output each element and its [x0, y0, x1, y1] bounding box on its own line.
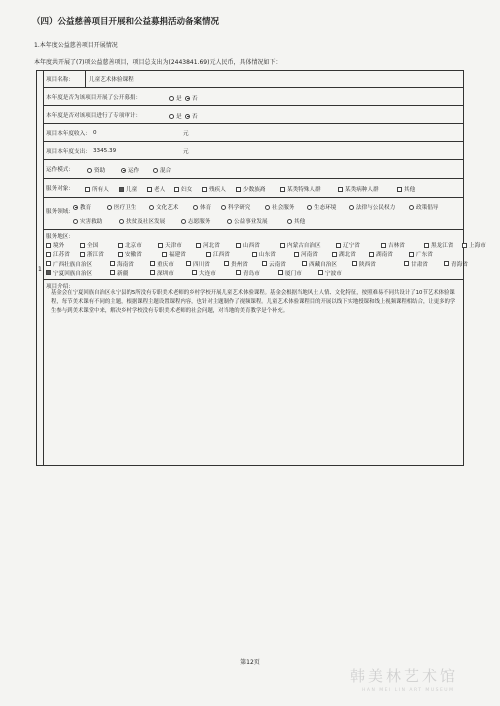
- field-radio[interactable]: [193, 205, 198, 210]
- region-checkbox[interactable]: [369, 252, 374, 257]
- public-fundraising-yes-radio[interactable]: [169, 96, 174, 101]
- region-option[interactable]: [118, 241, 142, 249]
- region-label: 青岛市: [243, 270, 260, 277]
- field-option[interactable]: 法律与公民权力: [349, 203, 395, 211]
- project-name-value: 儿童艺术体验课程: [89, 77, 134, 83]
- field-option[interactable]: 社会服务: [265, 203, 294, 211]
- region-checkbox[interactable]: [280, 243, 285, 248]
- region-option[interactable]: [236, 241, 260, 249]
- region-label: 江西省: [213, 252, 230, 259]
- field-option[interactable]: 科学研究: [221, 203, 250, 211]
- region-label: 天津市: [165, 243, 182, 249]
- region-option[interactable]: [236, 269, 260, 277]
- region-option[interactable]: [46, 250, 70, 258]
- region-line: [46, 240, 486, 249]
- region-checkbox[interactable]: [352, 261, 357, 266]
- field-radio[interactable]: [349, 205, 354, 210]
- region-label: 辽宁省: [343, 243, 360, 249]
- region-checkbox[interactable]: [110, 270, 115, 275]
- region-label: 黑龙江省: [431, 243, 454, 249]
- region-checkbox[interactable]: [196, 243, 201, 248]
- region-option[interactable]: [332, 250, 356, 258]
- target-option[interactable]: 所有人: [85, 185, 109, 193]
- region-label: 甘肃省: [411, 261, 428, 268]
- target-option[interactable]: 老人: [147, 185, 165, 193]
- region-checkbox[interactable]: [444, 261, 449, 266]
- operation-mode-mixed[interactable]: 混合: [153, 166, 171, 174]
- region-label: 西藏自治区: [309, 261, 337, 268]
- operation-mode-operate[interactable]: 运作: [121, 166, 139, 174]
- region-label: 厦门市: [285, 270, 302, 277]
- operation-mode-row: [43, 160, 463, 179]
- region-label: 新疆: [117, 270, 129, 277]
- row-index: 1: [38, 266, 42, 273]
- region-label: 江苏省: [53, 252, 70, 259]
- region-checkbox[interactable]: [158, 243, 163, 248]
- project-name-label: 项目名称：: [46, 77, 74, 83]
- public-fundraising-no[interactable]: 否: [185, 94, 198, 102]
- field-radio[interactable]: [73, 205, 78, 210]
- income-label: 项目本年度收入：: [46, 130, 91, 137]
- region-checkbox[interactable]: [150, 270, 155, 275]
- region-option[interactable]: [118, 250, 142, 258]
- region-label: 安徽省: [125, 252, 142, 259]
- target-option[interactable]: 其他: [397, 185, 415, 193]
- field-option[interactable]: 文化艺术: [149, 203, 178, 211]
- region-option[interactable]: [110, 260, 134, 268]
- target-option[interactable]: 少数族裔: [236, 185, 265, 193]
- region-checkbox[interactable]: [46, 252, 51, 257]
- public-fundraising-row: [43, 88, 463, 106]
- region-label: 上海市: [469, 243, 486, 249]
- region-option[interactable]: [409, 250, 433, 258]
- region-label: 贵州省: [231, 261, 248, 268]
- region-label: 全国: [87, 243, 99, 249]
- target-checkbox[interactable]: [338, 187, 343, 192]
- project-intro-label: 项目介绍：: [46, 284, 74, 290]
- income-unit: 元: [183, 130, 189, 137]
- expense-label: 项目本年度支出：: [46, 148, 91, 155]
- region-option[interactable]: [196, 241, 220, 249]
- operation-mode-fund-radio[interactable]: [87, 168, 92, 173]
- region-checkbox[interactable]: [236, 243, 241, 248]
- field-radio[interactable]: [227, 219, 232, 224]
- region-checkbox[interactable]: [462, 243, 467, 248]
- region-checkbox[interactable]: [80, 243, 85, 248]
- region-label: 广东省: [416, 252, 433, 259]
- region-option[interactable]: [224, 260, 248, 268]
- special-audit-no[interactable]: 否: [185, 112, 198, 120]
- region-label: 境外: [53, 243, 65, 249]
- region-label: 大连市: [199, 270, 216, 277]
- region-checkbox[interactable]: [150, 261, 155, 266]
- region-option[interactable]: [302, 260, 337, 268]
- watermark-logo: 韩美林艺术馆: [350, 667, 459, 685]
- region-option[interactable]: [186, 260, 210, 268]
- special-audit-row: [43, 106, 463, 124]
- service-region-label: 服务地区：: [46, 234, 74, 240]
- region-checkbox[interactable]: [262, 261, 267, 266]
- region-option[interactable]: [278, 269, 302, 277]
- target-option[interactable]: 残疾人: [202, 185, 226, 193]
- region-label: 陕西省: [359, 261, 376, 268]
- region-label: 福建省: [169, 252, 186, 259]
- region-label: 宁夏回族自治区: [53, 270, 93, 277]
- intro-sentence: 本年度共开展了(7)项公益慈善项目，项目总支出为(2443841.69)元人民币，具体情况如下：: [34, 59, 282, 66]
- target-option[interactable]: 儿童: [119, 185, 137, 193]
- field-radio[interactable]: [149, 205, 154, 210]
- region-label: 重庆市: [157, 261, 174, 268]
- region-checkbox[interactable]: [278, 270, 283, 275]
- service-field-row: [43, 198, 463, 230]
- region-option[interactable]: [294, 250, 318, 258]
- operation-mode-label: 运作模式：: [46, 167, 74, 173]
- field-option[interactable]: 医疗卫生: [107, 203, 136, 211]
- region-checkbox[interactable]: [118, 252, 123, 257]
- region-option[interactable]: [46, 269, 92, 277]
- expense-value: 3345.39: [93, 147, 117, 154]
- region-checkbox[interactable]: [118, 243, 123, 248]
- region-label: 浙江省: [87, 252, 104, 259]
- region-option[interactable]: [444, 260, 468, 268]
- region-option[interactable]: [404, 260, 428, 268]
- region-checkbox[interactable]: [186, 261, 191, 266]
- public-fundraising-no-radio[interactable]: [185, 96, 190, 101]
- field-option[interactable]: 生态环境: [307, 203, 336, 211]
- project-table: [36, 70, 486, 466]
- special-audit-yes[interactable]: 是: [169, 112, 182, 120]
- target-checkbox[interactable]: [236, 187, 241, 192]
- field-radio[interactable]: [287, 219, 292, 224]
- target-checkbox[interactable]: [280, 187, 285, 192]
- region-checkbox[interactable]: [381, 243, 386, 248]
- target-checkbox[interactable]: [85, 187, 90, 192]
- target-checkbox[interactable]: [147, 187, 152, 192]
- region-option[interactable]: [369, 250, 393, 258]
- region-option[interactable]: [206, 250, 230, 258]
- income-row: [43, 124, 463, 142]
- region-checkbox[interactable]: [424, 243, 429, 248]
- region-label: 海南省: [117, 261, 134, 268]
- region-checkbox[interactable]: [46, 243, 51, 248]
- field-radio[interactable]: [119, 219, 124, 224]
- region-option[interactable]: [424, 241, 453, 249]
- subsection-title: 1.本年度公益慈善项目开展情况: [34, 42, 118, 49]
- region-checkbox[interactable]: [110, 261, 115, 266]
- region-option[interactable]: [162, 250, 186, 258]
- target-checkbox[interactable]: [202, 187, 207, 192]
- target-option[interactable]: 某类病种人群: [338, 185, 379, 193]
- region-option[interactable]: [462, 241, 486, 249]
- region-checkbox[interactable]: [252, 252, 257, 257]
- region-checkbox[interactable]: [318, 270, 323, 275]
- service-target-label: 服务对象：: [46, 186, 74, 192]
- region-label: 北京市: [125, 243, 142, 249]
- target-checkbox[interactable]: [174, 187, 179, 192]
- region-checkbox[interactable]: [162, 252, 167, 257]
- region-checkbox[interactable]: [46, 270, 51, 275]
- region-option[interactable]: [262, 260, 286, 268]
- region-checkbox[interactable]: [336, 243, 341, 248]
- field-radio[interactable]: [265, 205, 270, 210]
- operation-mode-fund[interactable]: 资助: [87, 166, 105, 174]
- public-fundraising-yes[interactable]: 是: [169, 94, 182, 102]
- region-option[interactable]: [80, 250, 104, 258]
- region-label: 深圳市: [157, 270, 174, 277]
- target-checkbox[interactable]: [397, 187, 402, 192]
- region-checkbox[interactable]: [409, 252, 414, 257]
- region-grid: [46, 240, 486, 277]
- region-checkbox[interactable]: [192, 270, 197, 275]
- service-target-row: [43, 179, 463, 198]
- service-region-row: [43, 230, 486, 280]
- field-option[interactable]: 教育: [73, 203, 91, 211]
- region-checkbox[interactable]: [46, 261, 51, 266]
- project-intro-text: 基金会在宁夏回族自治区永宁县的5所没有专职美术老师的乡村学校开展儿童艺术体验课程。基金会根据当地风土人情、文化特征，按照难易不同共设计了10节艺术体验课程，每节美术课有不同的主题，根据课程主题设置课程内容，也针对主题制作了视频课程。儿童艺术体验课程目的开展以线下实地授课和线上视频课程相结合，让更多的学生参与到美术课堂中来，解决乡村学校没有专职美术老师的社会问题，对当地的美育教学是个补充。: [51, 290, 456, 314]
- region-option[interactable]: [46, 260, 92, 268]
- page-number: 第12页: [240, 659, 260, 666]
- target-checkbox[interactable]: [119, 187, 124, 192]
- region-option[interactable]: [352, 260, 376, 268]
- region-label: 内蒙古自治区: [287, 243, 321, 249]
- special-audit-yes-radio[interactable]: [169, 114, 174, 119]
- region-option[interactable]: [252, 250, 276, 258]
- region-line: [46, 268, 460, 277]
- region-line: [46, 259, 468, 268]
- region-checkbox[interactable]: [80, 252, 85, 257]
- field-option[interactable]: 灾害救助: [73, 217, 102, 225]
- field-radio[interactable]: [307, 205, 312, 210]
- operation-mode-mixed-radio[interactable]: [153, 168, 158, 173]
- section-title: （四）公益慈善项目开展和公益募捐活动备案情况: [32, 17, 220, 27]
- field-radio[interactable]: [107, 205, 112, 210]
- field-option[interactable]: 其他: [287, 217, 305, 225]
- region-label: 四川省: [193, 261, 210, 268]
- project-intro-row: [43, 280, 463, 467]
- target-option[interactable]: 某类特殊人群: [280, 185, 321, 193]
- region-checkbox[interactable]: [206, 252, 211, 257]
- region-option[interactable]: [336, 241, 360, 249]
- region-checkbox[interactable]: [332, 252, 337, 257]
- operation-mode-operate-radio[interactable]: [121, 168, 126, 173]
- region-checkbox[interactable]: [404, 261, 409, 266]
- public-fundraising-label: 本年度是否为该项目开展了公开募捐：: [46, 94, 142, 101]
- region-label: 湖南省: [376, 252, 393, 259]
- field-option[interactable]: 政策倡导: [409, 203, 438, 211]
- region-option[interactable]: [110, 269, 128, 277]
- target-option[interactable]: 妇女: [174, 185, 192, 193]
- region-checkbox[interactable]: [224, 261, 229, 266]
- region-option[interactable]: [192, 269, 216, 277]
- region-label: 广西壮族自治区: [53, 261, 93, 268]
- field-option[interactable]: 扶贫及社区发展: [119, 217, 165, 225]
- field-option[interactable]: 公益事业发展: [227, 217, 268, 225]
- watermark-english: HAN MEI LIN ART MUSEUM: [362, 688, 455, 693]
- region-label: 吉林省: [388, 243, 405, 249]
- region-line: [46, 249, 460, 258]
- region-label: 湖北省: [339, 252, 356, 259]
- income-value: 0: [93, 129, 97, 136]
- field-radio[interactable]: [409, 205, 414, 210]
- field-option[interactable]: 体育: [193, 203, 211, 211]
- region-option[interactable]: [46, 241, 64, 249]
- region-option[interactable]: [381, 241, 405, 249]
- region-label: 青海省: [451, 261, 468, 268]
- region-label: 宁波市: [325, 270, 342, 277]
- region-checkbox[interactable]: [294, 252, 299, 257]
- region-option[interactable]: [318, 269, 342, 277]
- region-label: 山东省: [259, 252, 276, 259]
- service-field-label: 服务领域：: [46, 209, 74, 215]
- region-label: 云南省: [269, 261, 286, 268]
- special-audit-no-radio[interactable]: [185, 114, 190, 119]
- field-radio[interactable]: [181, 219, 186, 224]
- field-radio[interactable]: [221, 205, 226, 210]
- region-label: 河南省: [301, 252, 318, 259]
- special-audit-label: 本年度是否对该项目进行了专项审计：: [46, 112, 142, 119]
- field-radio[interactable]: [73, 219, 78, 224]
- region-label: 河北省: [203, 243, 220, 249]
- project-name-row: [43, 71, 463, 88]
- expense-row: [43, 142, 463, 160]
- region-checkbox[interactable]: [236, 270, 241, 275]
- region-option[interactable]: [150, 269, 174, 277]
- region-label: 山西省: [243, 243, 260, 249]
- region-option[interactable]: [158, 241, 182, 249]
- region-option[interactable]: [80, 241, 98, 249]
- region-option[interactable]: [150, 260, 174, 268]
- region-checkbox[interactable]: [302, 261, 307, 266]
- region-option[interactable]: [280, 241, 321, 249]
- expense-unit: 元: [183, 148, 189, 155]
- field-option[interactable]: 志愿服务: [181, 217, 210, 225]
